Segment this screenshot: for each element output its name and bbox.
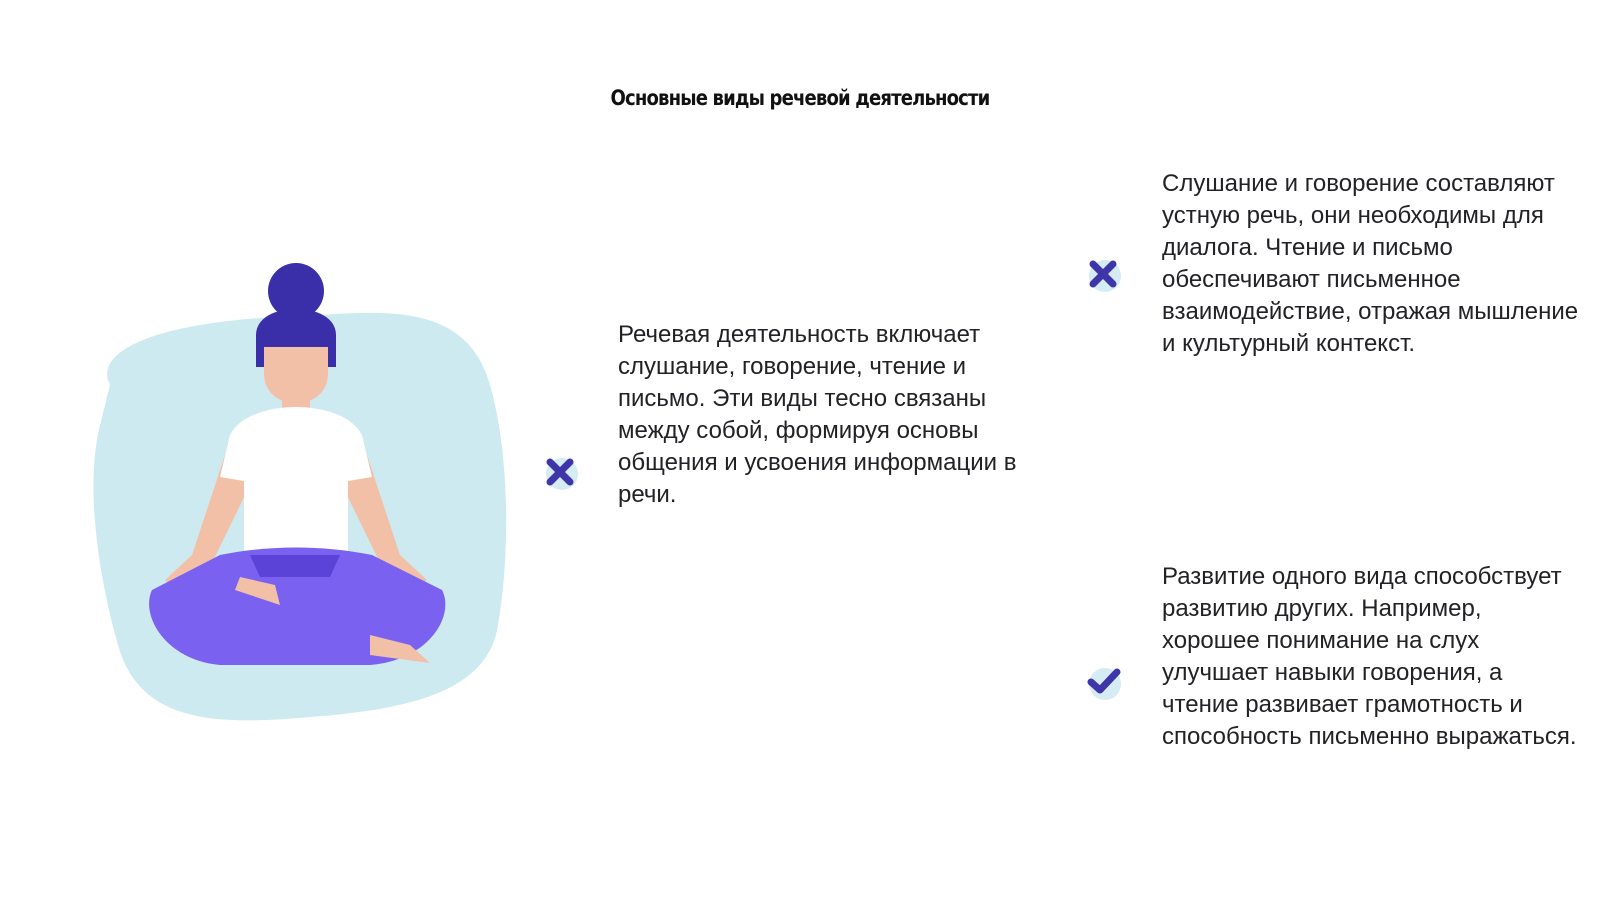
- slide-title: Основные виды речевой деятельности: [610, 86, 990, 110]
- meditating-woman-illustration: [70, 255, 520, 735]
- point-text-oral-written: Слушание и говорение составляют устную речь, они необходимы для диалога. Чтение и письмо обеспечивают письменное взаимодействие, отражая мышление и культурный контекст.: [1162, 170, 1579, 357]
- point-text-development: Развитие одного вида способствует развитию других. Например, хорошее понимание на слух улучшает навыки говорения, а чтение развивает грамотность и способность письменно выражаться.: [1162, 563, 1577, 750]
- cross-icon: [1083, 254, 1123, 294]
- pants-shade: [250, 555, 340, 577]
- checkmark-icon: [1083, 662, 1123, 702]
- cross-icon: [540, 452, 580, 492]
- point-text-speech-activity: Речевая деятельность включает слушание, говорение, чтение и письмо. Эти виды тесно связаны между собой, формируя основы общения и усвоения информации в речи.: [618, 321, 1017, 508]
- face: [264, 347, 328, 403]
